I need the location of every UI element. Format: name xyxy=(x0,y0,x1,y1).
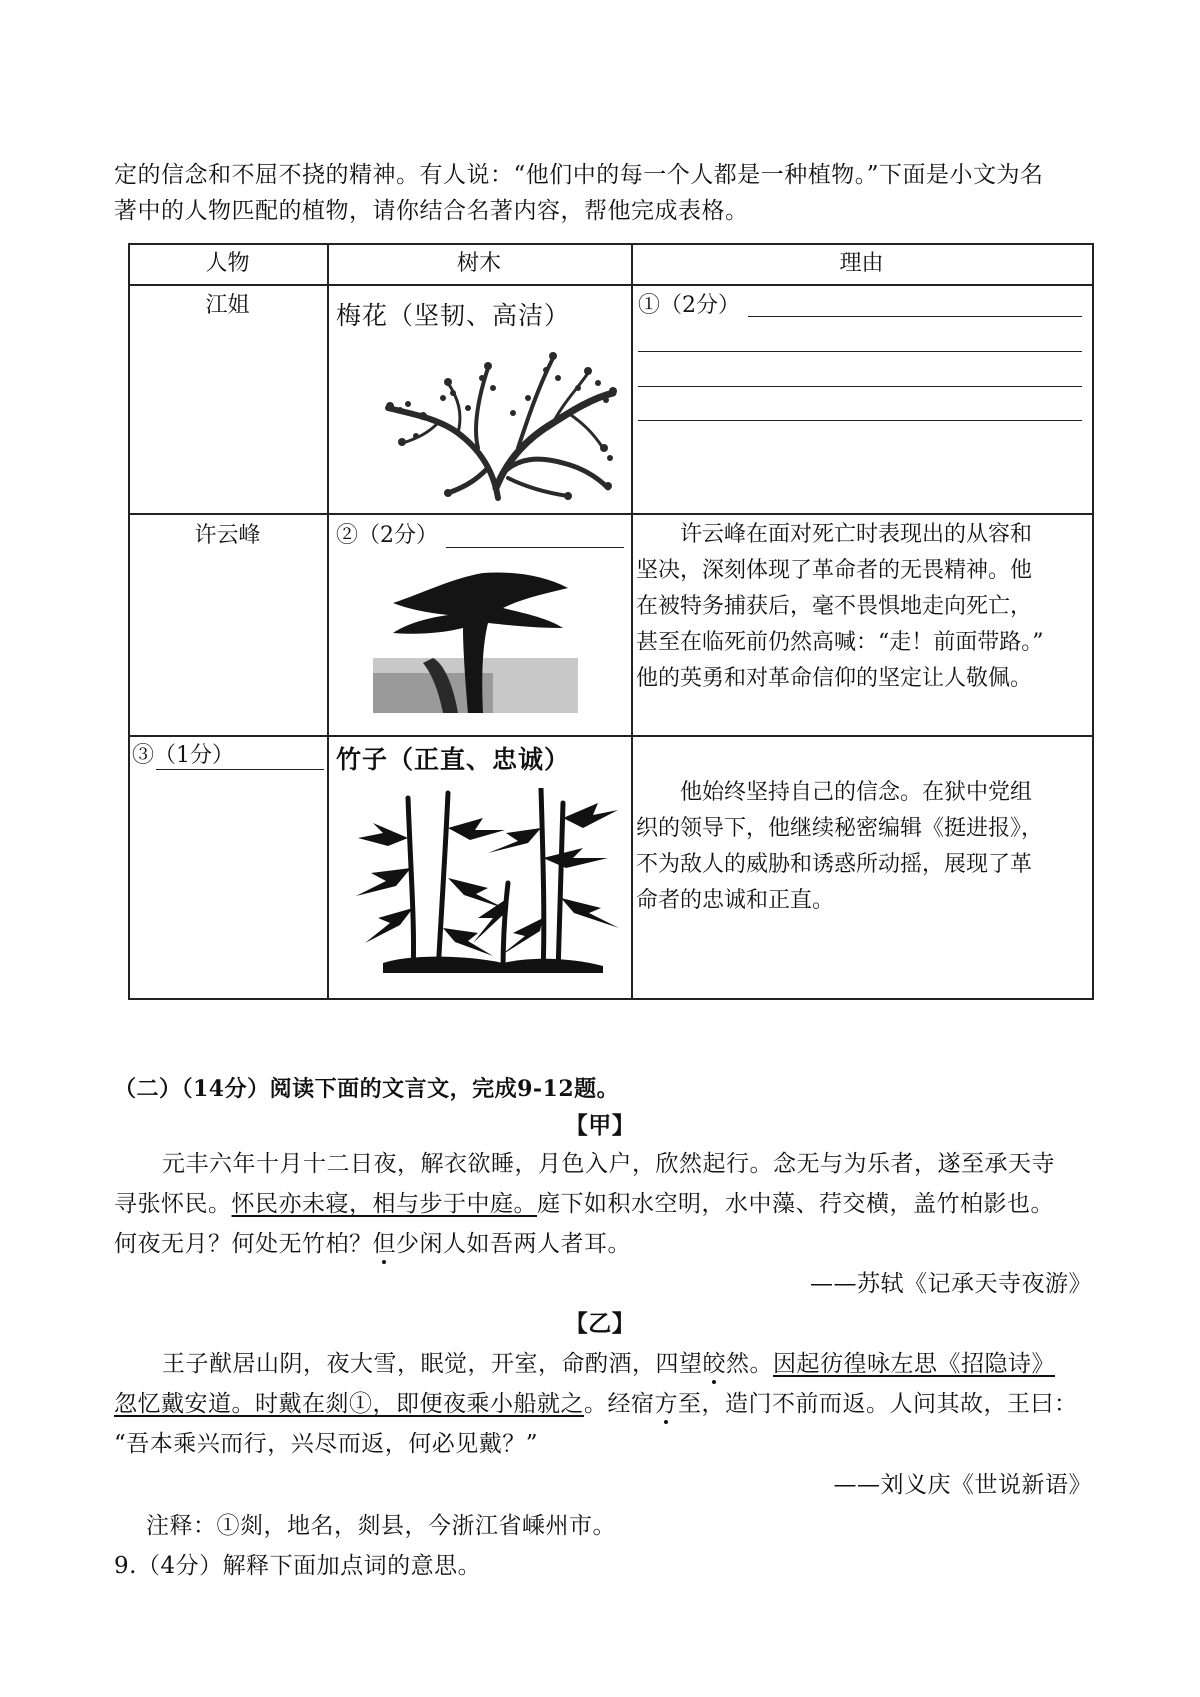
row3-reason-line-2: 织的领导下，他继续秘密编辑《挺进报》， xyxy=(636,816,1044,841)
jia-underlined-sentence: 怀民亦未寝，相与步于中庭。 xyxy=(231,1191,537,1217)
jia-line-2c: 庭下如积水空明，水中藻、荇交横，盖竹柏影也。 xyxy=(537,1191,1054,1217)
character-plant-table xyxy=(128,243,1094,1000)
row3-reason-line-4: 命者的忠诚和正直。 xyxy=(636,888,835,913)
yi-title: 【乙】 xyxy=(564,1310,636,1337)
jia-line-3c: 少闲人如吾两人者耳。 xyxy=(396,1231,631,1257)
pine-tree-icon xyxy=(373,563,578,713)
header-reason: 理由 xyxy=(839,251,884,276)
row1-answer-line-2[interactable] xyxy=(638,351,1082,352)
yi-underlined-sentence-part-1: 因起彷徨咏左思《招隐诗》 xyxy=(773,1351,1055,1377)
row3-answer-line[interactable] xyxy=(156,769,324,770)
intro-line-1: 定的信念和不屈不挠的精神。有人说：“他们中的每一个人都是一种植物。”下面是小文为名 xyxy=(114,162,1044,188)
row1-answer-line-3[interactable] xyxy=(638,386,1082,387)
yi-line-3: “吾本乘兴而行，兴尽而返，何必见戴？” xyxy=(114,1431,539,1457)
yi-underlined-sentence-part-2: 忽忆戴安道。时戴在剡①，即便夜乘小船就之 xyxy=(114,1391,584,1417)
yi-line-1c: 然。 xyxy=(726,1351,773,1377)
row2-answer-line[interactable] xyxy=(446,547,624,548)
annotation-note: 注释：①剡，地名，剡县，今浙江省嵊州市。 xyxy=(146,1513,616,1539)
jia-line-2 xyxy=(114,1186,1054,1222)
question-9: 9.（4分）解释下面加点词的意思。 xyxy=(114,1553,482,1579)
row3-tree-label: 竹子（正直、忠诚） xyxy=(336,745,571,774)
plum-blossom-icon xyxy=(378,338,618,503)
row1-person: 江姐 xyxy=(205,293,250,318)
row3-reason xyxy=(636,775,1086,919)
row2-reason xyxy=(636,517,1086,697)
jia-source: ——苏轼《记承天寺夜游》 xyxy=(810,1271,1092,1297)
row1-tree-label: 梅花（坚韧、高洁） xyxy=(336,301,571,330)
row2-reason-line-4: 甚至在临死前仍然高喊：“走！前面带路。” xyxy=(636,630,1044,655)
jia-line-2a: 寻张怀民。 xyxy=(114,1191,232,1217)
row2-reason-line-3: 在被特务捕获后，毫不畏惧地走向死亡， xyxy=(636,594,1033,619)
dotted-word-fang: 方 xyxy=(654,1391,678,1417)
row1-reason-prompt: ①（2分） xyxy=(638,293,740,318)
jia-line-3a: 何夜无月？何处无竹柏？ xyxy=(114,1231,373,1257)
jia-line-1: 元丰六年十月十二日夜，解衣欲睡，月色入户，欣然起行。念无与为乐者，遂至承天寺 xyxy=(162,1151,1055,1177)
row2-reason-line-1: 许云峰在面对死亡时表现出的从容和 xyxy=(680,522,1033,547)
header-person: 人物 xyxy=(205,251,250,276)
row2-reason-line-2: 坚决，深刻体现了革命者的无畏精神。他 xyxy=(636,558,1033,583)
row1-answer-line-1[interactable] xyxy=(748,316,1082,317)
row1-answer-line-4[interactable] xyxy=(638,420,1082,421)
dotted-word-jiao: 皎 xyxy=(702,1351,726,1377)
row3-reason-line-3: 不为敌人的威胁和诱惑所动摇，展现了革 xyxy=(636,852,1033,877)
row3-reason-line-1: 他始终坚持自己的信念。在狱中党组 xyxy=(680,780,1033,805)
intro-line-2: 著中的人物匹配的植物，请你结合名著内容，帮他完成表格。 xyxy=(114,198,749,224)
row3-person-prompt: ③（1分） xyxy=(132,743,234,768)
dotted-word-dan: 但 xyxy=(372,1231,396,1257)
bamboo-icon xyxy=(353,788,623,973)
yi-line-2d: 至，造门不前而返。人问其故，王曰： xyxy=(678,1391,1078,1417)
row2-tree-prompt: ②（2分） xyxy=(336,523,438,548)
row2-person: 许云峰 xyxy=(194,523,261,548)
header-tree: 树木 xyxy=(456,251,501,276)
row2-reason-line-5: 他的英勇和对革命信仰的坚定让人敬佩。 xyxy=(636,666,1033,691)
yi-source: ——刘义庆《世说新语》 xyxy=(833,1472,1092,1498)
yi-line-1 xyxy=(162,1346,1055,1382)
yi-line-2b: 。经宿 xyxy=(584,1391,655,1417)
jia-line-3 xyxy=(114,1226,631,1262)
yi-line-2 xyxy=(114,1386,1078,1422)
yi-line-1a: 王子猷居山阴，夜大雪，眠觉，开室，命酌酒，四望 xyxy=(162,1351,703,1377)
jia-title: 【甲】 xyxy=(564,1112,636,1139)
section2-heading: （二）（14分）阅读下面的文言文，完成9-12题。 xyxy=(114,1076,620,1102)
